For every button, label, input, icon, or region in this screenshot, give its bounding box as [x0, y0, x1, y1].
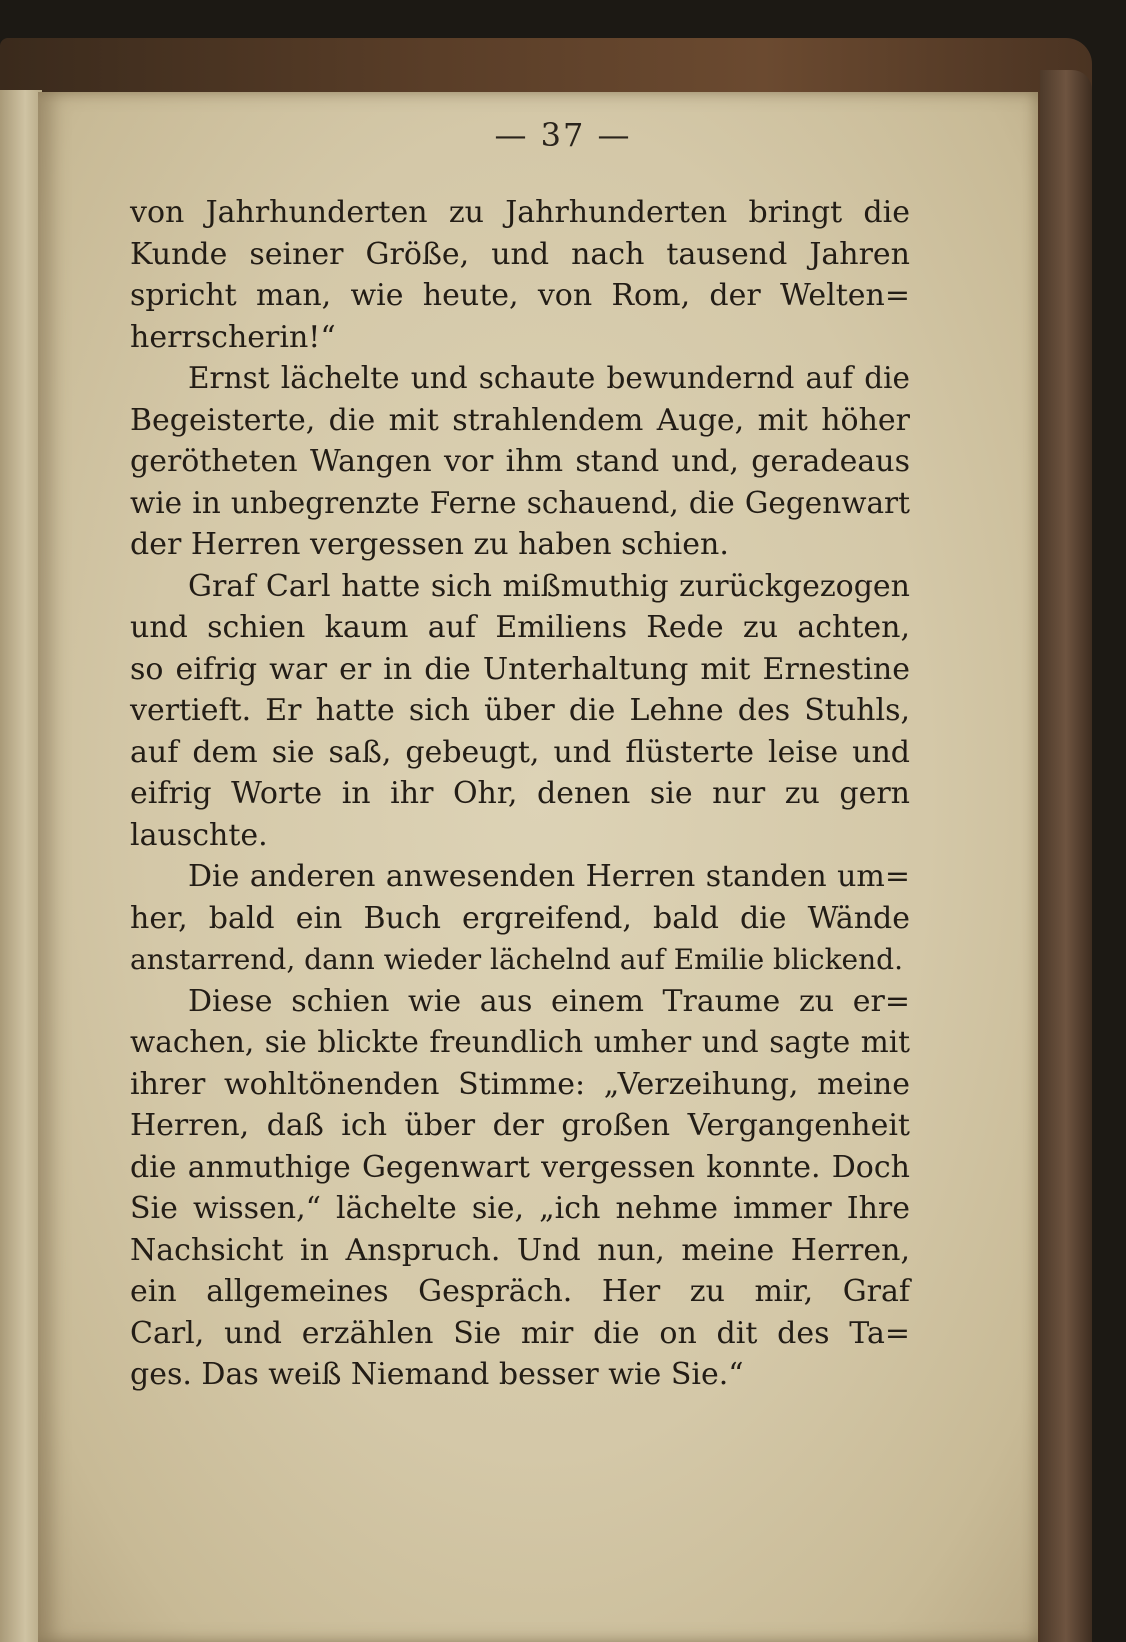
text-line: von Jahrhunderten zu Jahrhunderten bringt die	[130, 195, 910, 230]
text-line: Graf Carl hatte sich mißmuthig zurückgezogen	[188, 568, 910, 604]
text-line: Nachsicht in Anspruch. Und nun, meine Herren,	[130, 1232, 910, 1268]
text-line: Diese schien wie aus einem Traume zu er=	[188, 983, 910, 1019]
cover-edge	[1040, 70, 1092, 1642]
text-line: so eifrig war er in die Unterhaltung mit Ernestine	[130, 651, 910, 687]
page-number: — 37 —	[494, 116, 632, 154]
text-line: gerötheten Wangen vor ihm stand und, geradeaus	[130, 444, 910, 479]
text-line: ihrer wohltönenden Stimme: „Verzeihung, meine	[130, 1066, 910, 1102]
text-line: anstarrend, dann wieder lächelnd auf Emilie blickend.	[130, 943, 903, 976]
body-text	[130, 192, 910, 1396]
text-line: ges. Das weiß Niemand besser wie Sie.“	[130, 1357, 744, 1392]
text-line: lauschte.	[130, 817, 268, 853]
text-line: Begeisterte, die mit strahlendem Auge, mit höher	[130, 402, 910, 438]
text-line: herrscherin!“	[130, 319, 336, 355]
text-line: Sie wissen,“ lächelte sie, „ich nehme immer Ihre	[130, 1191, 910, 1226]
text-line: und schien kaum auf Emiliens Rede zu achten,	[130, 610, 910, 645]
text-line: Carl, und erzählen Sie mir die on dit des Ta=	[130, 1315, 910, 1351]
text-line: die anmuthige Gegenwart vergessen konnte. Doch	[130, 1149, 910, 1185]
text-line: Kunde seiner Größe, und nach tausend Jahren	[130, 236, 910, 272]
facing-page-edge	[0, 90, 42, 1642]
text-line: her, bald ein Buch ergreifend, bald die Wände	[130, 900, 910, 936]
text-line: Die anderen anwesenden Herren standen um=	[188, 859, 910, 894]
text-line: Herren, daß ich über der großen Vergangenheit	[130, 1108, 910, 1143]
text-line: ein allgemeines Gespräch. Her zu mir, Graf	[130, 1274, 910, 1309]
text-line: eifrig Worte in ihr Ohr, denen sie nur zu gern	[130, 776, 910, 811]
text-line: auf dem sie saß, gebeugt, und flüsterte leise und	[130, 734, 910, 770]
text-line: spricht man, wie heute, von Rom, der Welten=	[130, 278, 910, 313]
text-line: der Herren vergessen zu haben schien.	[130, 527, 729, 562]
text-line: wie in unbegrenzte Ferne schauend, die Gegenwart	[130, 485, 910, 520]
text-line: wachen, sie blickte freundlich umher und sagte mit	[130, 1025, 910, 1059]
text-line: Ernst lächelte und schaute bewundernd auf die	[188, 361, 910, 395]
text-line: vertieft. Er hatte sich über die Lehne des Stuhls,	[130, 693, 910, 728]
